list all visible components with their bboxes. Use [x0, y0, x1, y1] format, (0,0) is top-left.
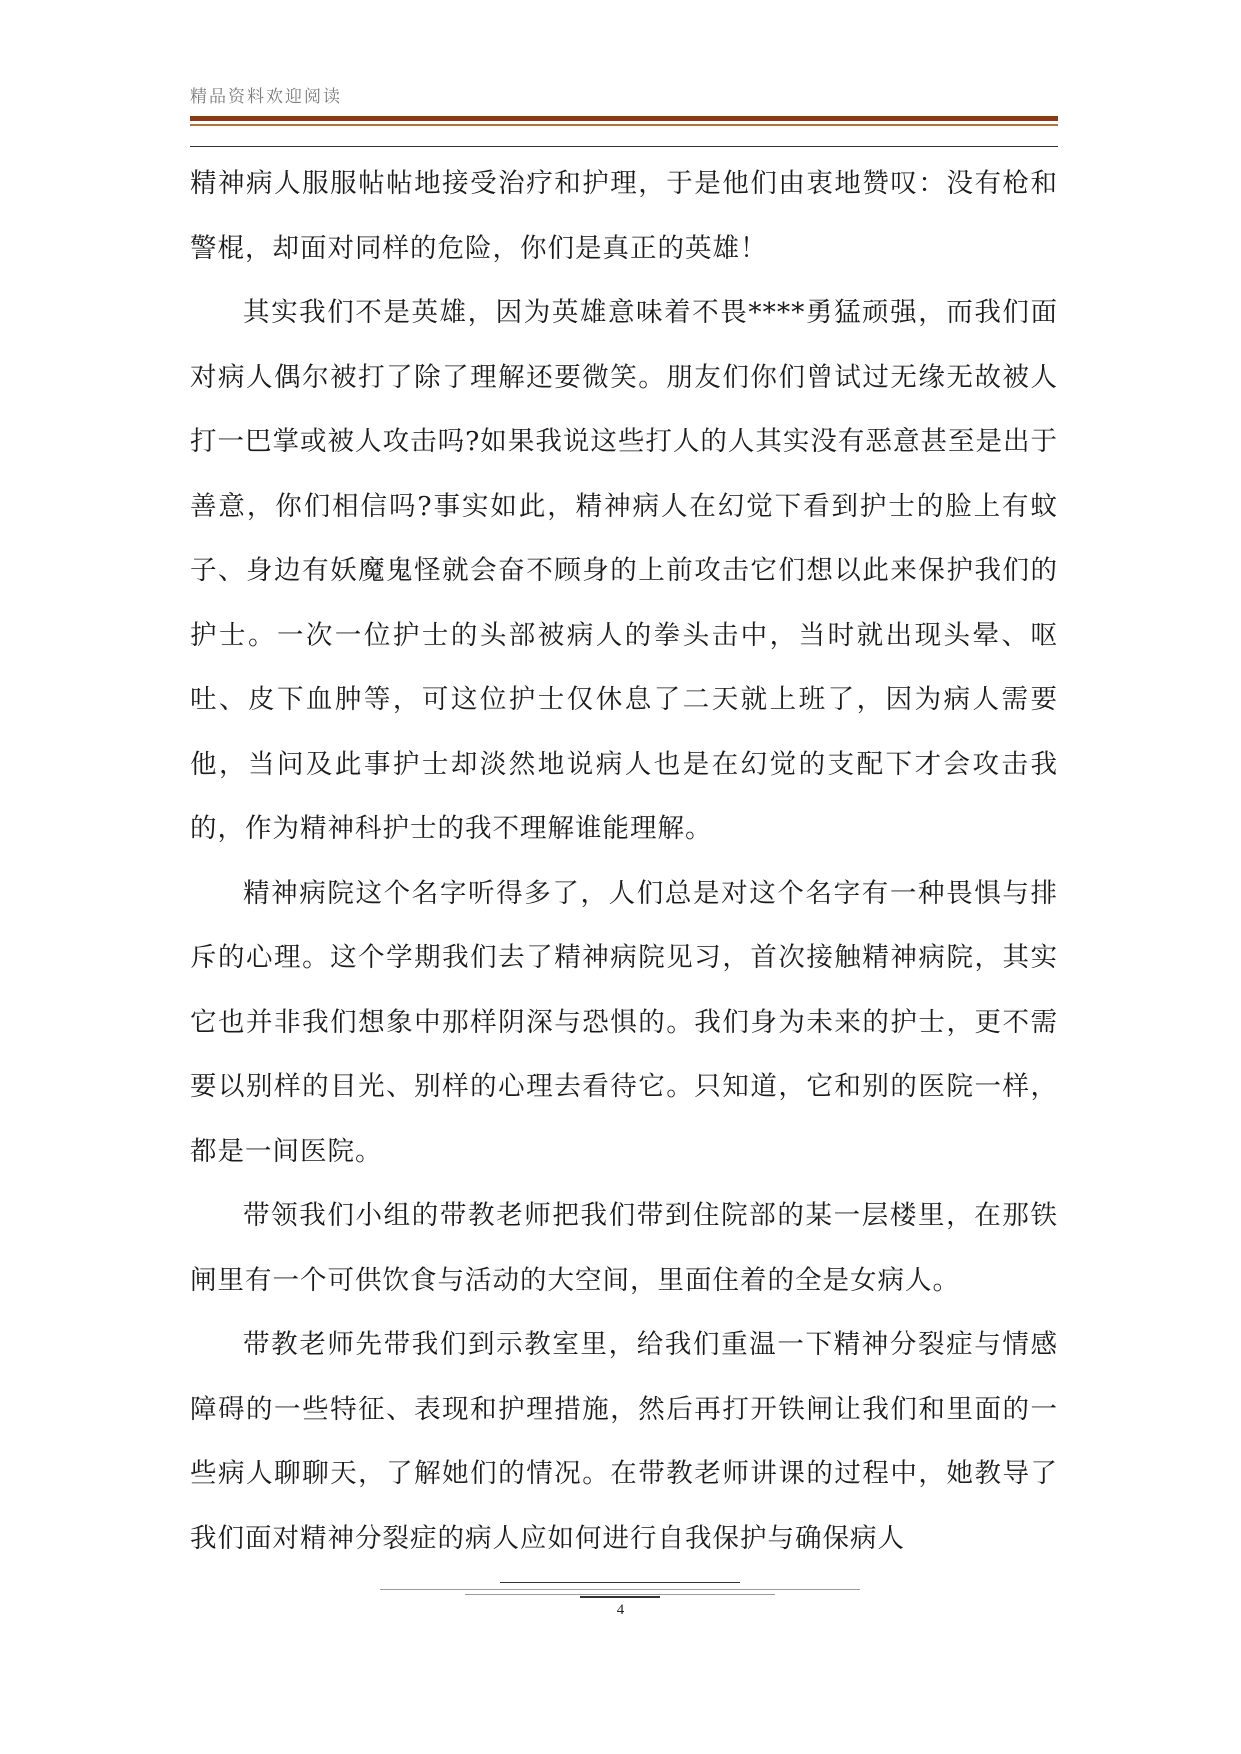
footer-rule-accent	[580, 1596, 660, 1598]
page-number: 4	[616, 1602, 625, 1618]
header-rule-thick	[190, 116, 1058, 121]
footer-rule-top	[500, 1582, 740, 1583]
header-title: 精品资料欢迎阅读	[190, 87, 342, 107]
footer-rule-mid	[465, 1594, 775, 1595]
document-body	[190, 152, 1058, 1571]
paragraph-4: 带领我们小组的带教老师把我们带到住院部的某一层楼里，在那铁闸里有一个可供饮食与活动的大空间，里面住着的全是女病人。	[190, 1200, 1058, 1296]
footer-rule-wide	[380, 1589, 860, 1590]
paragraph-5: 带教老师先带我们到示教室里，给我们重温一下精神分裂症与情感障碍的一些特征、表现和护理措施，然后再打开铁闸让我们和里面的一些病人聊聊天，了解她们的情况。在带教老师讲课的过程中，她教导了我们面对精神分裂症的病人应如何进行自我保护与确保病人	[190, 1329, 1058, 1554]
paragraph-1: 精神病人服服帖帖地接受治疗和护理，于是他们由衷地赞叹：没有枪和警棍，却面对同样的危险，你们是真正的英雄！	[190, 168, 1058, 264]
header-rule-bottom	[190, 146, 1058, 147]
paragraph-2: 其实我们不是英雄，因为英雄意味着不畏****勇猛顽强，而我们面对病人偶尔被打了除了理解还要微笑。朋友们你们曾试过无缘无故被人打一巴掌或被人攻击吗?如果我说这些打人的人其实没有恶意甚至是出于善意，你们相信吗?事实如此，精神病人在幻觉下看到护士的脸上有蚊子、身边有妖魔鬼怪就会奋不顾身的上前攻击它们想以此来保护我们的护士。一次一位护士的头部被病人的拳头击中，当时就出现头晕、呕吐、皮下血肿等，可这位护士仅休息了二天就上班了，因为病人需要他，当问及此事护士却淡然地说病人也是在幻觉的支配下才会攻击我的，作为精神科护士的我不理解谁能理解。	[190, 297, 1058, 844]
page-header	[190, 86, 1058, 147]
paragraph-3: 精神病院这个名字听得多了，人们总是对这个名字有一种畏惧与排斥的心理。这个学期我们去了精神病院见习，首次接触精神病院，其实它也并非我们想象中那样阴深与恐惧的。我们身为未来的护士，更不需要以别样的目光、别样的心理去看待它。只知道，它和别的医院一样，都是一间医院。	[190, 877, 1058, 1167]
header-rule-thin	[190, 124, 1058, 126]
